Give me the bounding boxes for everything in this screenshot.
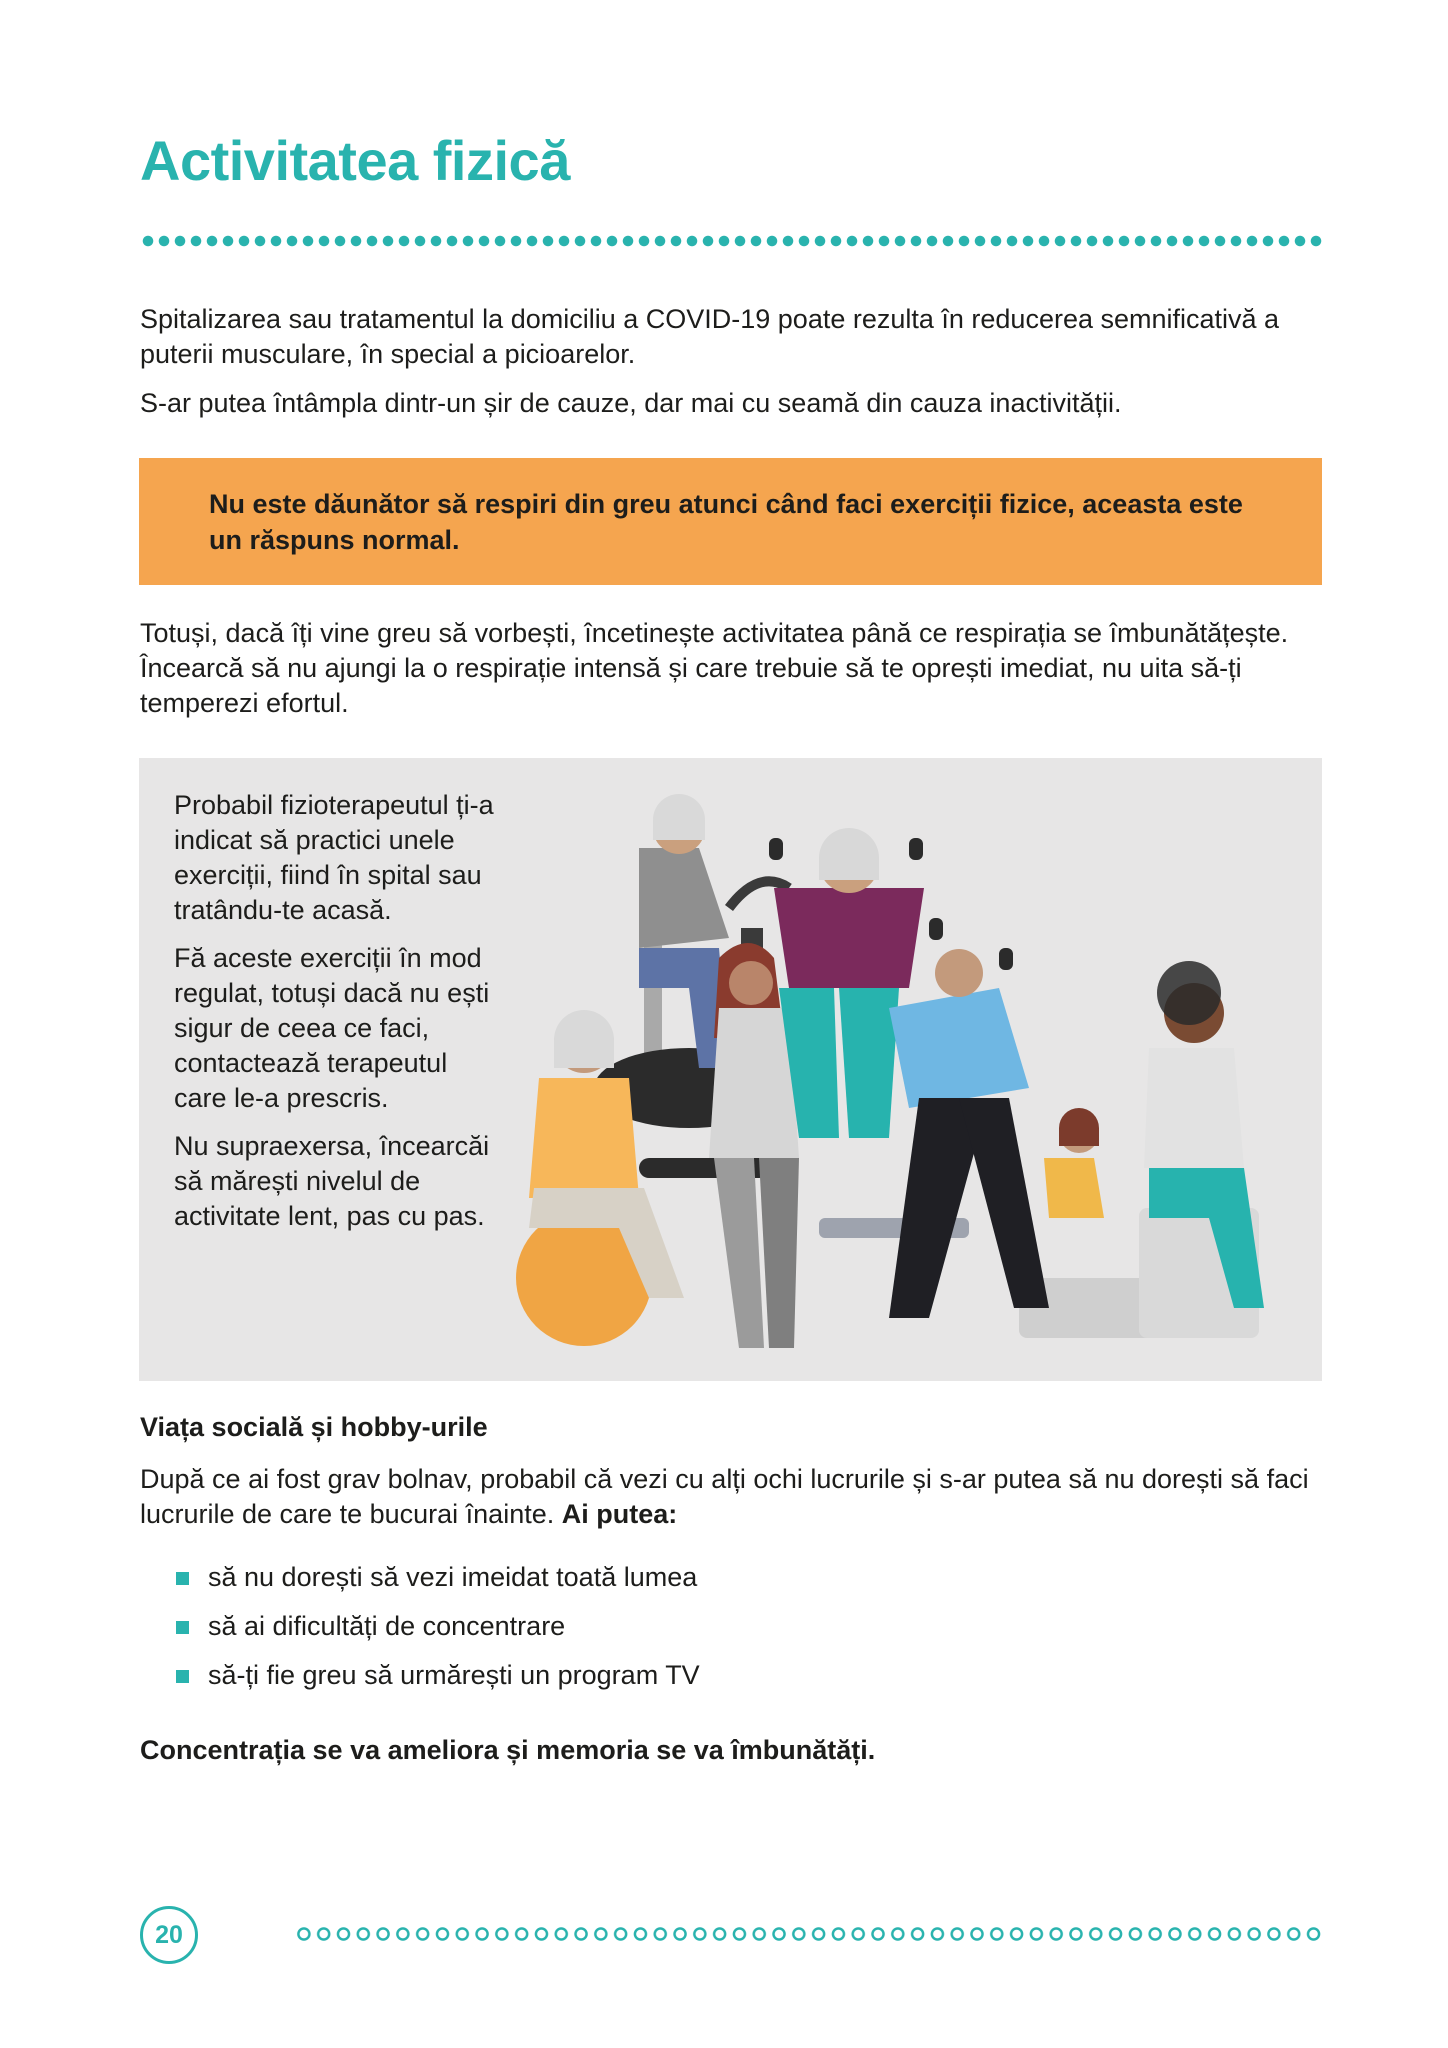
child-figure	[1044, 1108, 1104, 1218]
stretching-man-figure	[889, 918, 1049, 1318]
social-bullet-list	[140, 1560, 700, 1707]
list-item	[140, 1560, 700, 1609]
social-emphasis: Ai putea:	[561, 1499, 678, 1529]
exercise-text	[174, 788, 494, 1247]
social-heading: Viața socială și hobby-urile	[140, 1412, 488, 1442]
intro-paragraph-1: Spitalizarea sau tratamentul la domiciliu a COVID-19 poate rezulta în reducerea semnificativă a puterii musculare, în special a picioarelor.	[140, 304, 1280, 369]
social-text: După ce ai fost grav bolnav, probabil că vezi cu alți ochi lucrurile și s-ar putea să nu dorești să faci lucrurile de care te bucurai înainte.	[140, 1464, 1309, 1529]
breathing-callout	[139, 458, 1322, 585]
bullet-square-icon	[176, 1670, 189, 1683]
bullet-square-icon	[176, 1621, 189, 1634]
social-paragraph	[140, 1462, 1320, 1532]
callout-text: Nu este dăunător să respiri din greu atunci când faci exerciții fizice, aceasta este un răspuns normal.	[209, 489, 1243, 555]
exercise-panel	[139, 758, 1322, 1381]
breathing-advice: Totuși, dacă îți vine greu să vorbești, încetinește activitatea până ce respirația se îmbunătățește. Încearcă să nu ajungi la o respirație intensă și care trebuie să te oprești imediat, nu uita să-ți temperezi efortul.	[140, 618, 1289, 718]
exercise-paragraph-1: Probabil fizioterapeutul ți-a indicat să practici unele exerciții, fiind în spital sau tratându-te acasă.	[174, 790, 494, 925]
title-divider	[140, 234, 1322, 248]
page-title: Activitatea fizică	[140, 129, 570, 192]
exercise-paragraph-3: Nu supraexersa, încearcăi să mărești nivelul de activitate lent, pas cu pas.	[174, 1131, 490, 1231]
list-item	[140, 1609, 700, 1658]
bullet-square-icon	[176, 1572, 189, 1585]
list-item	[140, 1658, 700, 1707]
closing-statement: Concentrația se va ameliora și memoria se va îmbunătăți.	[140, 1735, 876, 1765]
exercise-illustration	[489, 778, 1319, 1358]
exercise-paragraph-2: Fă aceste exerciții în mod regulat, totuși dacă nu ești sigur de ceea ce faci, contactează terapeutul care le-a prescris.	[174, 943, 490, 1113]
footer-dotted-rule	[294, 1925, 1324, 1943]
bullet-text: să ai dificultăți de concentrare	[208, 1611, 566, 1641]
bullet-text: să-ți fie greu să urmărești un program TV	[208, 1660, 700, 1690]
intro-paragraph-2: S-ar putea întâmpla dintr-un șir de cauze, dar mai cu seamă din cauza inactivității.	[140, 388, 1122, 418]
page-number: 20	[140, 1906, 198, 1964]
bullet-text: să nu dorești să vezi imeidat toată lumea	[208, 1562, 698, 1592]
